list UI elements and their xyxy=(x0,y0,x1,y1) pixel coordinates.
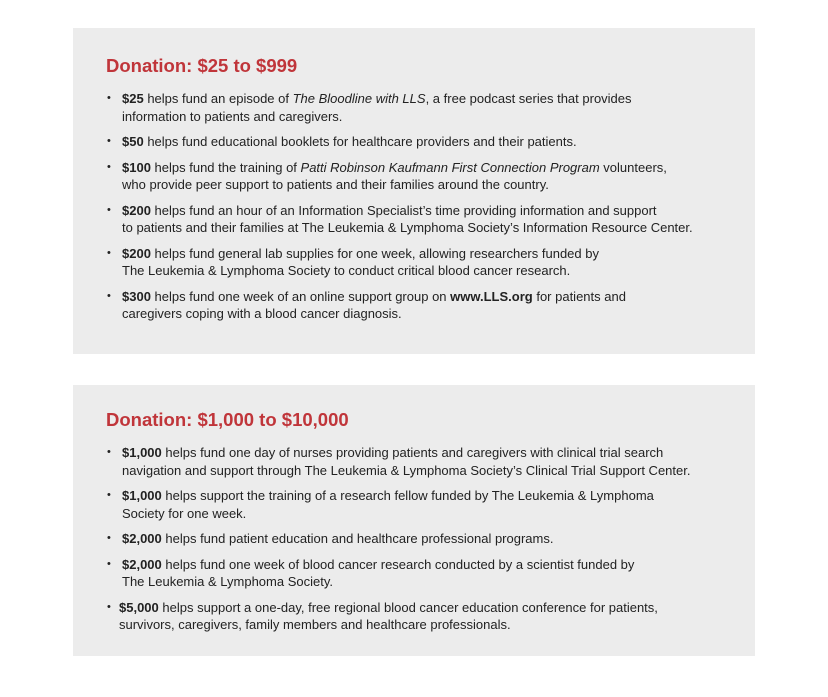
donation-amount: $1,000 xyxy=(122,488,162,503)
item-text: helps fund one week of an online support group on xyxy=(150,288,451,304)
donation-amount: $2,000 xyxy=(122,531,162,546)
item-text: who provide peer support to patients and their families around the country. xyxy=(122,177,549,192)
item-text: The Leukemia & Lymphoma Society. xyxy=(122,574,333,589)
donation-amount: $5,000 xyxy=(119,599,159,615)
item-text: helps fund an hour of an Information Specialist’s time providing information and support xyxy=(150,202,657,218)
website-link-text: www.LLS.org xyxy=(450,288,533,304)
item-text: helps support a one-day, free regional blood cancer education conference for patients, xyxy=(158,599,658,615)
donation-item xyxy=(106,444,715,479)
donation-amount: $2,000 xyxy=(122,556,162,572)
section-heading: Donation: $25 to $999 xyxy=(106,55,298,76)
item-text: helps fund general lab supplies for one week, allowing researchers funded by xyxy=(150,245,599,261)
item-text: , a free podcast series that provides xyxy=(425,91,632,106)
item-text: caregivers coping with a blood cancer diagnosis. xyxy=(122,306,402,321)
item-text: information to patients and caregivers. xyxy=(122,108,343,124)
donation-item xyxy=(106,202,715,237)
section-heading: Donation: $1,000 to $10,000 xyxy=(106,409,349,430)
donation-amount: $1,000 xyxy=(122,445,162,460)
item-text: for patients and xyxy=(532,288,626,304)
donation-card-1 xyxy=(73,28,755,354)
donation-item xyxy=(106,159,715,194)
item-text: survivors, caregivers, family members and healthcare professionals. xyxy=(119,617,511,632)
donation-item xyxy=(106,530,715,548)
program-name: The Bloodline with LLS xyxy=(292,91,426,106)
item-text: helps fund an episode of xyxy=(143,91,293,106)
item-text: helps fund one day of nurses providing patients and caregivers with clinical trial search xyxy=(161,445,664,460)
item-text: helps fund the training of xyxy=(150,159,301,175)
donation-item xyxy=(106,245,715,280)
donation-item xyxy=(106,90,715,125)
donation-item xyxy=(106,133,715,151)
donation-item xyxy=(106,556,715,591)
donation-item xyxy=(106,599,715,634)
program-name: Patti Robinson Kaufmann First Connection Program xyxy=(300,159,600,175)
item-text: volunteers, xyxy=(599,159,667,175)
item-text: navigation and support through The Leukemia & Lymphoma Society’s Clinical Trial Support Center. xyxy=(122,462,691,478)
item-text: to patients and their families at The Leukemia & Lymphoma Society’s Information Resource Center. xyxy=(122,220,693,235)
donation-card-2 xyxy=(73,385,755,656)
donation-amount: $50 xyxy=(122,134,144,149)
item-text: helps support the training of a research fellow funded by The Leukemia & Lymphoma xyxy=(161,488,654,503)
donation-amount: $200 xyxy=(122,202,151,218)
donation-list xyxy=(106,90,715,323)
item-text: helps fund one week of blood cancer research conducted by a scientist funded by xyxy=(161,556,635,572)
donation-item xyxy=(106,288,715,323)
item-text: Society for one week. xyxy=(122,505,247,521)
donation-list xyxy=(106,444,715,634)
donation-item xyxy=(106,487,715,522)
item-text: The Leukemia & Lymphoma Society to conduct critical blood cancer research. xyxy=(122,263,571,278)
donation-amount: $25 xyxy=(122,91,144,106)
donation-amount: $100 xyxy=(122,159,151,175)
item-text: helps fund patient education and healthcare professional programs. xyxy=(161,531,554,546)
donation-amount: $200 xyxy=(122,245,151,261)
item-text: helps fund educational booklets for healthcare providers and their patients. xyxy=(143,134,577,149)
donation-amount: $300 xyxy=(122,288,151,304)
